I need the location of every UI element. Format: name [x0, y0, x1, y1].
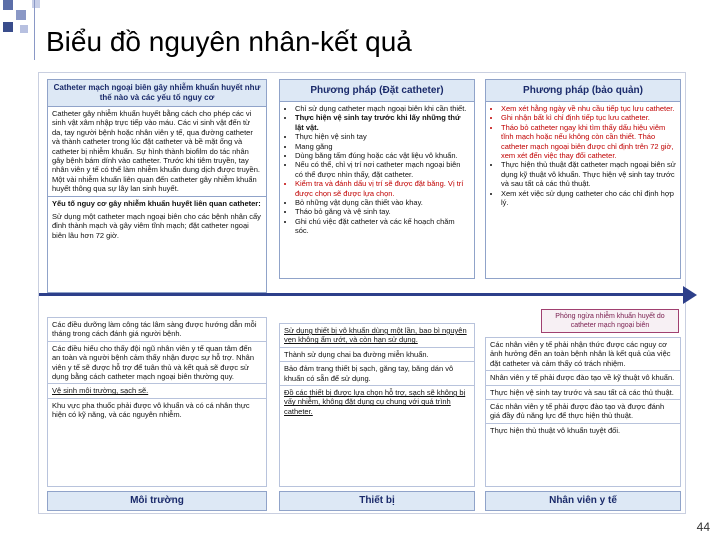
- environment-top-box: [47, 79, 267, 293]
- staff-low-item: Thực hiện thủ thuật vô khuẩn tuyệt đối.: [490, 425, 621, 435]
- insertion-item: • Mang găng: [295, 142, 470, 151]
- environment-low-box: [47, 317, 267, 487]
- effect-box: [541, 309, 679, 333]
- staff-low-item: Các nhân viên y tế phải nhận thức được các nguy cơ ảnh hưởng đến an toàn bệnh nhân là kết quả của việc đặt catheter và cảm thấy có trách nhiệm.: [486, 338, 680, 371]
- maintenance-item: • Xem xét việc sử dụng catheter cho các chỉ định hợp lý.: [501, 189, 676, 208]
- page-number: 44: [696, 520, 710, 534]
- maintenance-item: • Ghi nhận bất kì chỉ định tiếp tục lưu catheter.: [501, 113, 676, 122]
- equip-low-item: Đồ các thiết bị được lựa chọn hỗ trợ, sạch sẽ không bị vấy nhiễm, không đặt dụng cụ chung với quá trình catheter.: [284, 388, 466, 416]
- fishbone-diagram: [38, 72, 686, 514]
- maintenance-item: • Xem xét hằng ngày về nhu cầu tiếp tục lưu catheter.: [501, 104, 676, 113]
- staff-low-item: Các nhân viên y tế phải được đào tạo và được đánh giá đầy đủ năng lực để thực hiện thủ thuật.: [486, 400, 680, 424]
- staff-low-box: [485, 337, 681, 487]
- insertion-item: • Chỉ sử dụng catheter mạch ngoại biên khi cần thiết.: [295, 104, 470, 113]
- decor-square: [3, 22, 13, 32]
- maintenance-header: Phương pháp (bảo quản): [486, 80, 680, 102]
- effect-label: Phòng ngừa nhiễm khuẩn huyết do catheter mạch ngoại biên: [555, 313, 665, 329]
- decor-square: [20, 25, 28, 33]
- maintenance-method-box: [485, 79, 681, 279]
- env-low-item: Khu vực pha thuốc phải được vô khuẩn và có cá nhân thực hiện có kỹ năng, và các nguyên nhiễm.: [52, 400, 250, 420]
- fishbone-spine: [39, 293, 685, 296]
- env-top-header: Catheter mạch ngoại biên gây nhiễm khuẩn huyết như thế nào và các yếu tố nguy cơ: [48, 80, 266, 107]
- insertion-item: • Thực hiện vệ sinh tay trước khi lấy những thứ lật vật.: [295, 113, 470, 132]
- risk-subheader: Yếu tố nguy cơ gây nhiễm khuẩn huyết liên quan catheter:: [52, 198, 261, 208]
- decor-square: [3, 0, 13, 10]
- spine-arrow-icon: [683, 286, 697, 304]
- insertion-header: Phương pháp (Đặt catheter): [280, 80, 474, 102]
- env-low-item: Các điều dưỡng làm công tác lâm sàng được hướng dẫn mỗi tháng trong cách đánh giá người bệnh.: [48, 318, 266, 342]
- insertion-item: • Bỏ những vật dụng cần thiết vào khay.: [295, 198, 470, 207]
- equipment-low-box: [279, 323, 475, 487]
- maintenance-item: • Thực hiện thủ thuật đặt catheter mạch ngoại biên sử dụng kỹ thuật vô khuẩn. Thực hiện vệ sinh tay trước và sau tất cả các thủ thuật.: [501, 160, 676, 188]
- env-top-text: Catheter gây nhiễm khuẩn huyết bằng cách cho phép các vi sinh vật xâm nhập trực tiếp vào máu. Các vi sinh vật đến từ da, tay người bệnh hoặc nhân viên y tế, qua đường catheter và thành catheter trong lúc đặt catheter và bề mặt ống và catheter bị nhiễm khuẩn. Sự hình thành biofilm do tác nhân gây bệnh bám dính vào catheter. Trước khi tiêm truyền, tay nhân viên y tế có thể làm nhiễm khuẩn dung dịch được truyền. Một vài nhiễm khuẩn liên quan đến catheter gây nhiễm khuẩn huyết thông qua sự lây lan sinh huyết.: [52, 109, 260, 194]
- decor-square: [16, 10, 26, 20]
- insertion-item: • Tháo bỏ găng và vệ sinh tay.: [295, 207, 470, 216]
- insertion-item: • Ghi chú việc đặt catheter và các kế hoạch chăm sóc.: [295, 217, 470, 236]
- equip-low-item: Sử dụng thiết bị vô khuẩn dùng một lần, bao bì nguyên vẹn không ẩm ướt, và còn hạn sử dụng.: [280, 324, 474, 348]
- insertion-item: • Kiểm tra và đánh dấu vị trí sẽ được đặt băng. Vị trí được chọn sẽ được lựa chọn.: [295, 179, 470, 198]
- category-environment: Môi trường: [47, 491, 267, 511]
- decor-rule: [34, 0, 35, 60]
- insertion-method-box: [279, 79, 475, 279]
- equip-low-item: Thành sử dụng chai ba đường miễn khuẩn.: [280, 348, 474, 362]
- env-low-item: Các điều hiểu cho thấy đội ngũ nhân viên y tế quan tâm đến an toàn và người bệnh cảm thấy nhận được sự hỗ trợ. Nhân viên y tế sẽ được hỗ trợ để tuân thủ và kết quả sẽ được sử dụng bằng cách catheter mạch ngoại biên thường quy.: [48, 342, 266, 385]
- slide-title: Biểu đồ nguyên nhân-kết quả: [46, 26, 412, 57]
- insertion-item: • Thực hiện vệ sinh tay: [295, 132, 470, 141]
- maintenance-item: • Tháo bỏ catheter ngay khi tìm thấy dấu hiệu viêm tĩnh mạch hoặc nếu không còn cần thiết. Tháo catheter mạch ngoại biên được chỉ định trên 72 giờ, xem xét đến việc thay đổi catheter.: [501, 123, 676, 161]
- env-low-item: Vệ sinh môi trường, sạch sẽ.: [48, 384, 266, 398]
- risk-text: Sử dụng một catheter mạch ngoại biên cho các bệnh nhân cấy đỉnh thành mạch và gây viêm tĩnh mạch; đặt catheter ngoại biên lâu hơn 72 giờ.: [52, 212, 261, 240]
- category-equipment: Thiết bị: [279, 491, 475, 511]
- staff-low-item: Nhân viên y tế phải được đào tạo về kỹ thuật vô khuẩn.: [486, 371, 680, 385]
- staff-low-item: Thực hiện vệ sinh tay trước và sau tất cả các thủ thuật.: [486, 386, 680, 400]
- insertion-item: • Nếu có thể, chỉ vị trí nơi catheter mạch ngoại biên có thể được nhìn thấy, đặt catheter.: [295, 160, 470, 179]
- category-staff: Nhân viên y tế: [485, 491, 681, 511]
- equip-low-item: Bảo đảm trang thiết bị sạch, găng tay, băng dán vô khuẩn có sẵn để sử dụng.: [280, 362, 474, 386]
- insertion-item: • Dùng băng tấm đúng hoặc các vật liệu vô khuẩn.: [295, 151, 470, 160]
